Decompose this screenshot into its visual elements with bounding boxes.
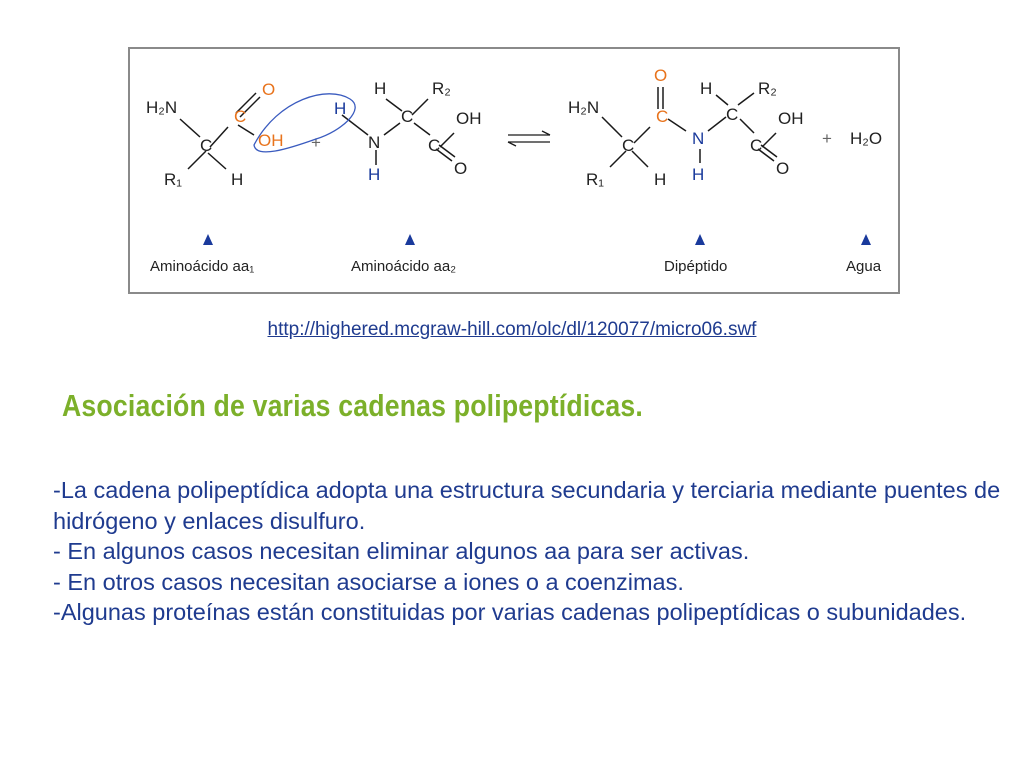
dipeptide-r1: R₁ (586, 170, 605, 189)
bullet-item-3: - En otros casos necesitan asociarse a iones o a coenzimas. (53, 568, 684, 595)
aa1-alpha-c: C (200, 136, 213, 155)
dipeptide-r2: R₂ (758, 79, 777, 98)
aa2-amine-h: H (334, 99, 347, 118)
dipeptide-oxygen: O (776, 159, 790, 178)
dipeptide-carbonyl-c2: C (750, 136, 763, 155)
aa2-hydroxyl: OH (456, 109, 482, 128)
caption-aa1: Aminoácido aa₁ (150, 258, 255, 275)
aa1-hydroxyl: OH (258, 131, 284, 150)
aa1-oxygen: O (262, 80, 276, 99)
dipeptide-hydroxyl: OH (778, 109, 804, 128)
dipeptide-carbonyl-c1: C (656, 107, 669, 126)
section-title: Asociación de varias cadenas polipeptídicas. (62, 388, 643, 423)
caption-water: Agua (846, 258, 882, 275)
aa1-h2n-label: H₂N (146, 98, 178, 117)
bullet-item-4: -Algunas proteínas están constituidas por varias cadenas polipeptídicas o subunidades. (53, 599, 967, 625)
dipeptide-oxygen-top: O (654, 66, 668, 85)
aa2-r-group: R₂ (432, 79, 451, 98)
water-formula: H₂O (850, 129, 883, 148)
dipeptide-n-h: H (692, 165, 705, 184)
caption-dipeptide: Dipéptido (664, 258, 728, 275)
plus-sign-2: + (822, 129, 832, 148)
plus-sign-1: + (311, 133, 321, 152)
dipeptide-nitrogen: N (692, 129, 705, 148)
dipeptide-alpha-c1: C (622, 136, 635, 155)
aa1-r-group: R₁ (164, 170, 183, 189)
dipeptide-h-top: H (700, 79, 713, 98)
aa2-n-h: H (368, 165, 381, 184)
aa2-h-top: H (374, 79, 387, 98)
aa2-nitrogen: N (368, 133, 381, 152)
aa1-carbonyl-c: C (234, 107, 247, 126)
dipeptide-h-left: H (654, 170, 667, 189)
caption-aa2: Aminoácido aa₂ (351, 258, 457, 275)
bullet-item-2: - En algunos casos necesitan eliminar algunos aa para ser activas. (53, 538, 750, 564)
peptide-bond-diagram (128, 47, 900, 294)
bullet-item-1: -La cadena polipeptídica adopta una estructura secundaria y terciaria mediante puentes de hidrógeno y enlaces disulfuro. (53, 477, 1001, 534)
dipeptide-h2n: H₂N (568, 98, 600, 117)
source-link[interactable]: http://highered.mcgraw-hill.com/olc/dl/120077/micro06.swf (267, 319, 757, 340)
aa1-h: H (231, 170, 244, 189)
aa2-alpha-c: C (401, 107, 414, 126)
dipeptide-alpha-c2: C (726, 105, 739, 124)
aa2-oxygen: O (454, 159, 468, 178)
bullet-list (53, 475, 1003, 628)
aa2-carbonyl-c: C (428, 136, 441, 155)
peptide-bond-svg (128, 47, 900, 294)
